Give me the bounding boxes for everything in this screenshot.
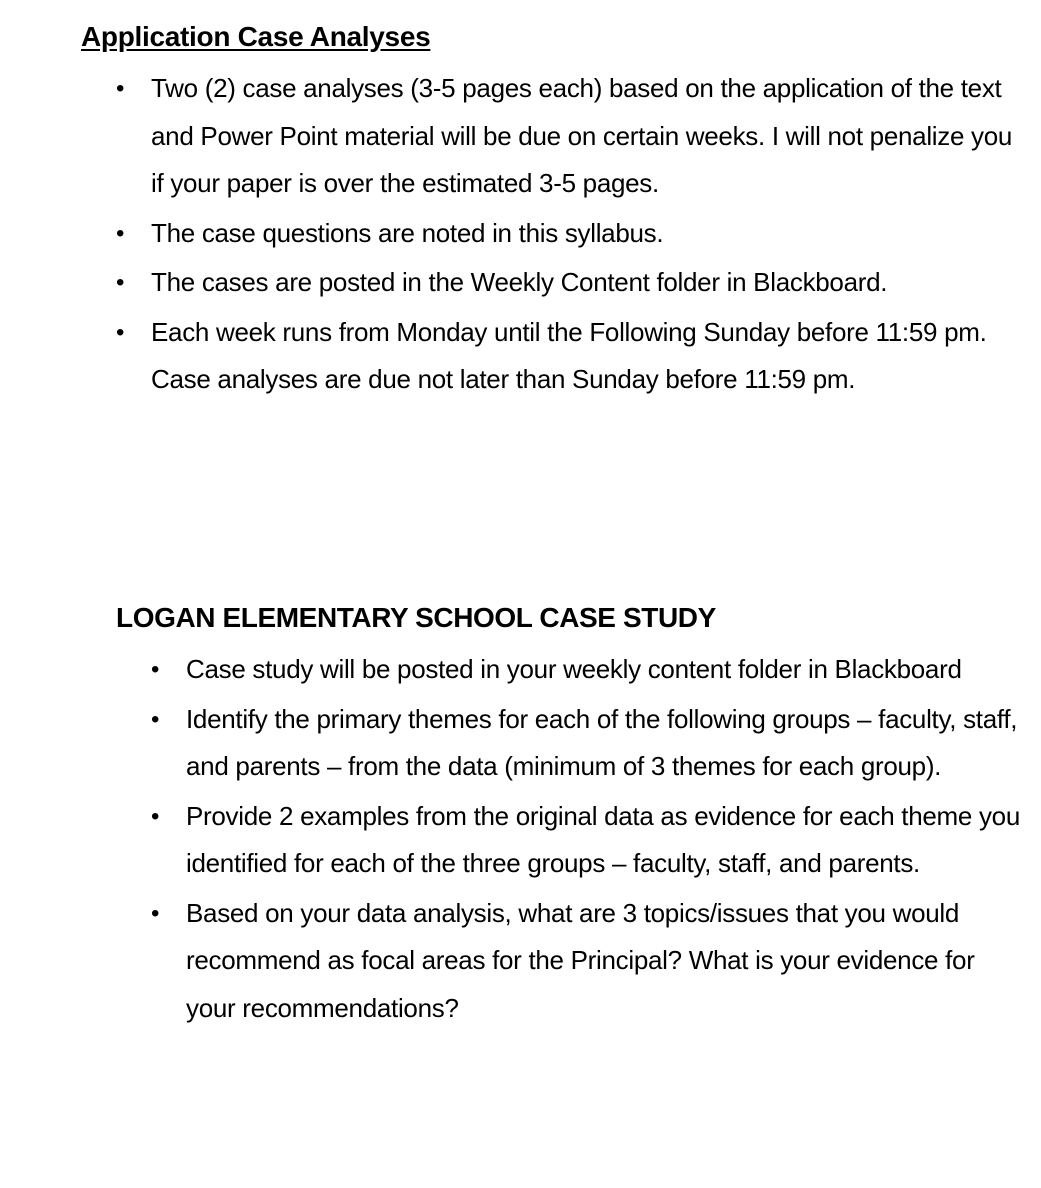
list-item [116, 65, 1016, 208]
bullet-icon: • [116, 75, 125, 102]
list-item-text: Two (2) case analyses (3-5 pages each) based on the application of the text and Power Point material will be due on certain weeks. I will not penalize you if your paper is over the estimated 3-5 pages. [151, 73, 1013, 198]
list-item [116, 210, 1016, 258]
list-item [151, 696, 1021, 791]
bullet-icon: • [151, 656, 160, 683]
section-title-logan-case-study: LOGAN ELEMENTARY SCHOOL CASE STUDY [116, 602, 716, 633]
list-item-text: Each week runs from Monday until the Following Sunday before 11:59 pm. Case analyses are due not later than Sunday before 11:59 pm. [151, 316, 987, 394]
list-item-text: Based on your data analysis, what are 3 topics/issues that you would recommend as focal areas for the Principal? What is your evidence for your recommendations? [186, 897, 975, 1023]
list-item-text: Provide 2 examples from the original data as evidence for each theme you identified for each of the three groups – faculty, staff, and parents. [186, 800, 1020, 878]
list-item-text: The cases are posted in the Weekly Content folder in Blackboard. [151, 267, 888, 297]
list-item [151, 793, 1036, 888]
bullet-icon: • [151, 705, 160, 733]
section-title-application-case-analyses: Application Case Analyses [81, 21, 431, 52]
bullet-icon: • [116, 318, 125, 346]
list-item [116, 259, 1016, 307]
bullet-icon: • [116, 219, 125, 247]
list-item [151, 646, 966, 694]
list-item-text: The case questions are noted in this syllabus. [151, 217, 664, 248]
list-item [151, 890, 1021, 1033]
list-item [116, 309, 996, 404]
list-item-text: Case study will be posted in your weekly content folder in Blackboard [186, 654, 962, 684]
logan-case-study-list [151, 646, 1021, 1034]
bullet-icon: • [151, 802, 160, 830]
application-case-analyses-list [116, 65, 1016, 406]
bullet-icon: • [116, 269, 125, 296]
bullet-icon: • [151, 899, 160, 927]
list-item-text: Identify the primary themes for each of the following groups – faculty, staff, and parents – from the data (minimum of 3 themes for each group). [186, 703, 1018, 781]
